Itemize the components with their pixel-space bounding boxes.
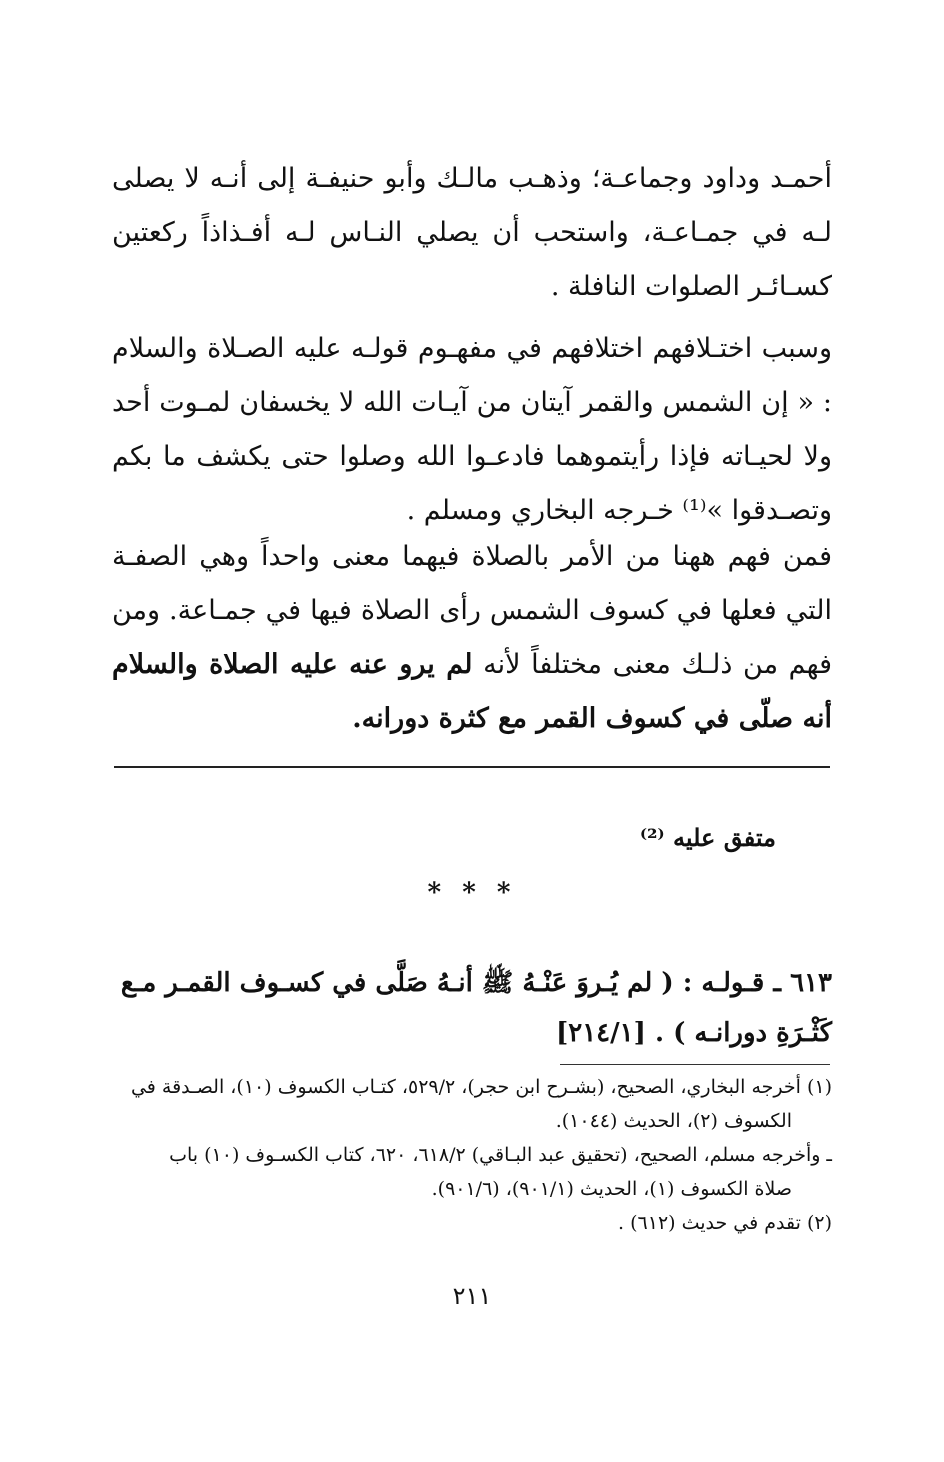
paragraph-2: وسبب اختـلافهم اختلافهم في مفهـوم قولـه عليه الصـلاة والسلام : « إن الشمس والقمر آيتان من آيـات الله لا يخسفان لمـوت أحد ولا لحيـاته فإذا رأيتموهما فادعـوا الله وصلوا حتى يكشف ما بكم وتصـدقوا »⁽¹⁾ خـرجه البخاري ومسلم . [112,333,832,526]
footnote-line: (٢) تقدم في حديث (٦١٢) . [618,1212,832,1234]
paragraph-3-bold-text: لم يرو عنه عليه الصلاة والسلام أنه صلّى في كسوف القمر مع كثرة دورانه. [112,649,832,734]
section-divider [114,766,830,768]
muttafaq-alayh-label: متفق عليه ⁽²⁾ [639,823,776,852]
footnote-line: (١) أخرجه البخاري، الصحيح، (بشـرح ابن حجر)، ٥٢٩/٢، كتـاب الكسوف (١٠)، الصـدقة في [130,1076,832,1098]
footnote-line: صلاة الكسوف (١)، الحديث (٩٠١/١)، (٩٠١/٦). [431,1178,792,1200]
footnote-divider [560,1064,830,1065]
footnote-line: الكسوف (٢)، الحديث (١٠٤٤). [555,1110,792,1132]
page-number: ٢١١ [452,1282,492,1310]
paragraph-3-text: فمن فهم ههنا من الأمر بالصلاة فيهما معنى واحداً وهي الصفـة التي فعلها في كسوف الشمس رأى الصلاة فيها في جمـاعة. ومن فهم من ذلـك معنى مختلفاً لأنه [112,541,832,680]
paragraph-1: أحمـد وداود وجماعـة؛ وذهـب مالـك وأبو حنيفـة إلى أنـه لا يصلى لـه في جمـاعـة، واستحب أن يصلي النـاس لـه أفـذاذاً ركعتين كسـائـر الصلوات النافلة . [112,163,832,302]
footnotes [102,1070,832,1240]
footnote-line: ـ وأخرجه مسلم، الصحيح، (تحقيق عبد البـاقي) ٦١٨/٢، ٦٢٠، كتاب الكسـوف (١٠) باب [169,1144,832,1166]
hadith-heading: ٦١٣ ـ قـولـه : ( لم يُـروَ عَنْـهُ ﷺ أنـهُ صَلَّى في كسـوف القمـر مـع كَثْـرَةِ دورانـه ) . [٢١٤/١] [120,968,832,1048]
section-stars-separator: * * * [427,878,517,908]
paragraph-3 [112,530,832,746]
